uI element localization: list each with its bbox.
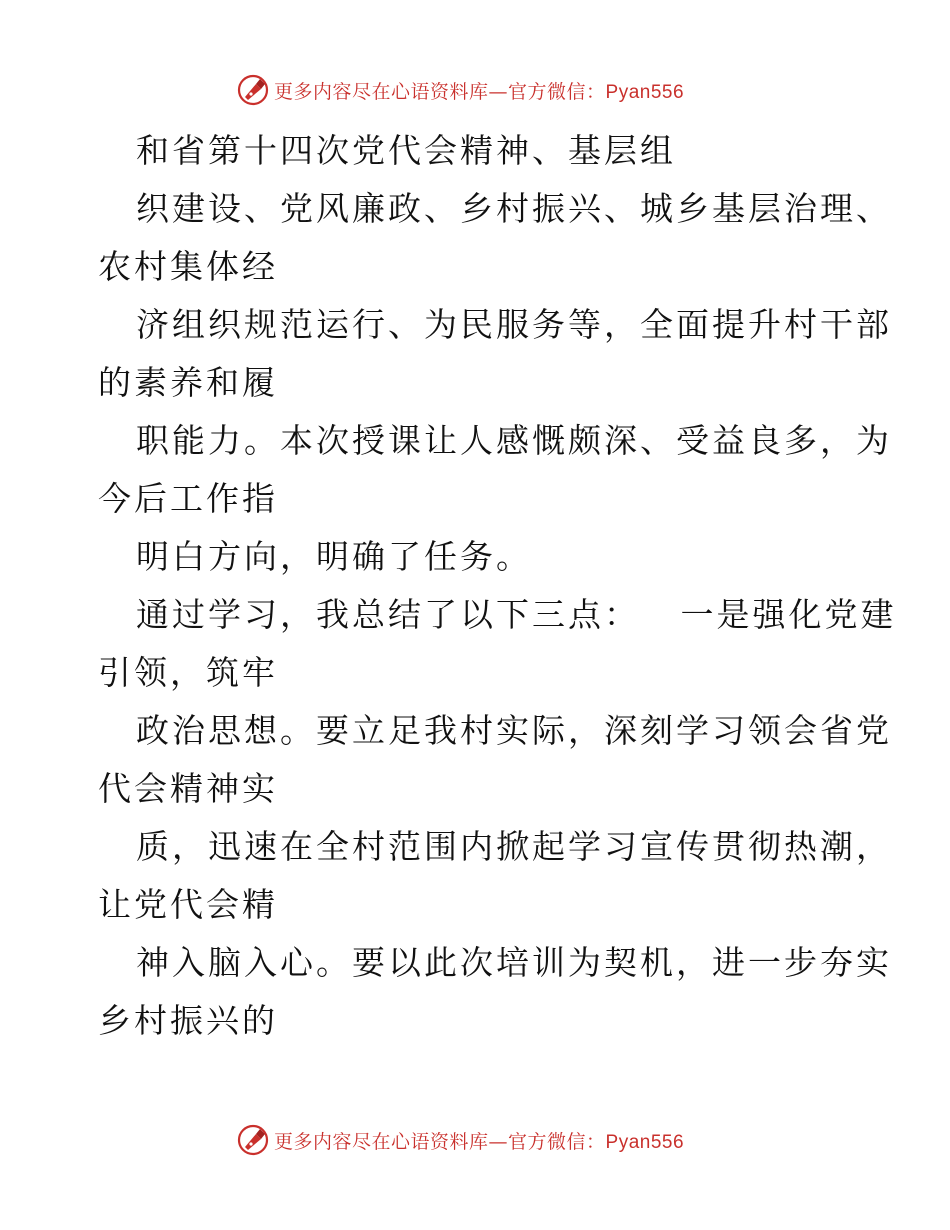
header-watermark-text: 更多内容尽在心语资料库—官方微信：Pyan556: [274, 80, 685, 103]
text-line: 农村集体经: [98, 247, 278, 286]
text-line: 明白方向，明确了任务。: [136, 537, 532, 576]
text-line: 今后工作指: [98, 479, 278, 518]
pen-nib-logo-icon: [236, 1123, 270, 1157]
text-line: 济组织规范运行、为民服务等，全面提升村干部: [136, 305, 892, 344]
text-line: 政治思想。要立足我村实际，深刻学习领会省党: [136, 711, 892, 750]
text-line: 乡村振兴的: [98, 1001, 278, 1040]
header-watermark: [236, 72, 716, 108]
pen-nib-logo-icon: [236, 73, 270, 107]
text-line: 职能力。本次授课让人感慨颇深、受益良多，为: [136, 421, 892, 460]
document-body: [98, 122, 897, 1050]
footer-watermark-text: 更多内容尽在心语资料库—官方微信：Pyan556: [274, 1130, 685, 1153]
text-line: 引领，筑牢: [98, 653, 278, 692]
text-line: 代会精神实: [98, 769, 278, 808]
footer-watermark: [236, 1122, 716, 1158]
text-line: 让党代会精: [98, 885, 278, 924]
text-line: 通过学习，我总结了以下三点： 一是强化党建: [136, 595, 897, 634]
text-line: 神入脑入心。要以此次培训为契机，进一步夯实: [136, 943, 892, 982]
text-line: 织建设、党风廉政、乡村振兴、城乡基层治理、: [136, 189, 892, 228]
text-line: 的素养和履: [98, 363, 278, 402]
text-line: 和省第十四次党代会精神、基层组: [136, 131, 676, 170]
text-line: 质，迅速在全村范围内掀起学习宣传贯彻热潮，: [136, 827, 892, 866]
